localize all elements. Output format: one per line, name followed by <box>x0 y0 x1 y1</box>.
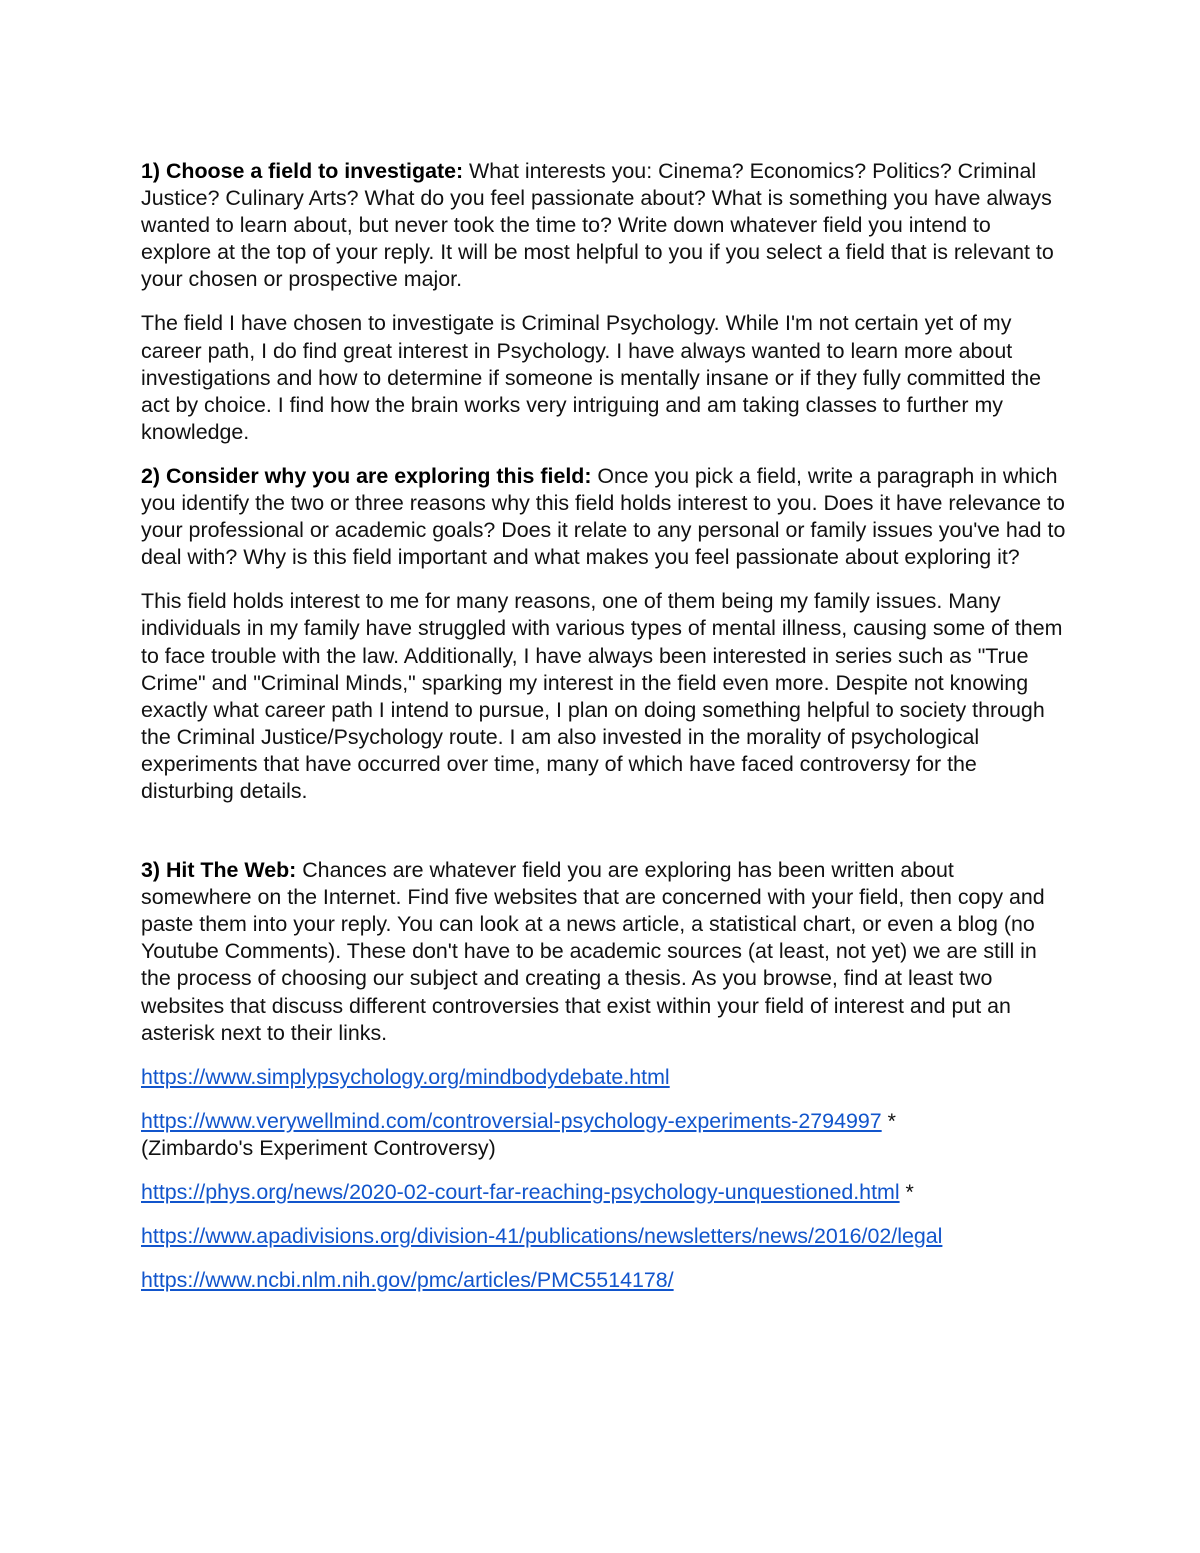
section2-heading: 2) Consider why you are exploring this field: <box>141 463 592 488</box>
link-phys-org[interactable]: https://phys.org/news/2020-02-court-far-reaching-psychology-unquestioned.html <box>141 1180 900 1204</box>
section1-answer: The field I have chosen to investigate is Criminal Psychology. While I'm not certain yet of my career path, I do find great interest in Psychology. I have always wanted to learn more about investigations and how to determine if someone is mentally insane or if they fully committed the act by choice. I find how the brain works very intriguing and am taking classes to further my knowledge. <box>141 311 1042 444</box>
section-spacer <box>141 822 1066 857</box>
link-ncbi[interactable]: https://www.ncbi.nlm.nih.gov/pmc/articles/PMC5514178/ <box>141 1268 674 1293</box>
section3-heading: 3) Hit The Web: <box>141 858 297 883</box>
link-note: (Zimbardo's Experiment Controversy) <box>141 1135 496 1160</box>
document-page <box>141 158 1066 1311</box>
link-simplypsychology[interactable]: https://www.simplypsychology.org/mindbodydebate.html <box>141 1064 670 1089</box>
link-item-5 <box>141 1267 1066 1294</box>
section1-prompt <box>141 158 1066 293</box>
link-asterisk: * <box>881 1108 896 1133</box>
link-item-4 <box>141 1223 1066 1250</box>
link-item-3 <box>141 1179 1066 1206</box>
link-asterisk: * <box>899 1180 914 1204</box>
section2-prompt-text: Once you pick a field, write a paragraph in which you identify the two or three reasons why this field holds interest to you. Does it have relevance to your professional or academic goals? Does it relate to any personal or family issues you've had to deal with? Why is this field important and what makes you feel passionate about exploring it? <box>141 463 1066 570</box>
section3-prompt-text: Chances are whatever field you are exploring has been written about somewhere on the Internet. Find five websites that are concerned with your field, then copy and paste them into your reply. You can look at a news article, a statistical chart, or even a blog (no Youtube Comments). These don't have to be academic sources (at least, not yet) we are still in the process of choosing our subject and creating a thesis. As you browse, find at least two websites that discuss different controversies that exist within your field of interest and put an asterisk next to their links. <box>141 858 1045 1045</box>
section2-prompt <box>141 463 1066 571</box>
section1-prompt-text: What interests you: Cinema? Economics? Politics? Criminal Justice? Culinary Arts? What do you feel passionate about? What is something you have always wanted to learn about, but never took the time to? Write down whatever field you intend to explore at the top of your reply. It will be most helpful to you if you select a field that is relevant to your chosen or prospective major. <box>141 159 1054 292</box>
link-item-1 <box>141 1064 1066 1091</box>
section2-answer: This field holds interest to me for many reasons, one of them being my family issues. Many individuals in my family have struggled with various types of mental illness, causing some of them to face trouble with the law. Additionally, I have always been interested in series such as "True Crime" and "Criminal Minds," sparking my interest in the field even more. Despite not knowing exactly what career path I intend to pursue, I plan on doing something helpful to society through the Criminal Justice/Psychology route. I am also invested in the morality of psychological experiments that have occurred over time, many of which have faced controversy for the disturbing details. <box>141 589 1063 803</box>
link-apadivisions[interactable]: https://www.apadivisions.org/division-41/publications/newsletters/news/2016/02/legal <box>141 1224 943 1249</box>
section3-prompt <box>141 857 1066 1047</box>
section1-heading: 1) Choose a field to investigate: <box>141 159 464 183</box>
link-verywellmind[interactable]: https://www.verywellmind.com/controversial-psychology-experiments-2794997 <box>141 1108 882 1133</box>
link-item-2 <box>141 1108 1066 1162</box>
